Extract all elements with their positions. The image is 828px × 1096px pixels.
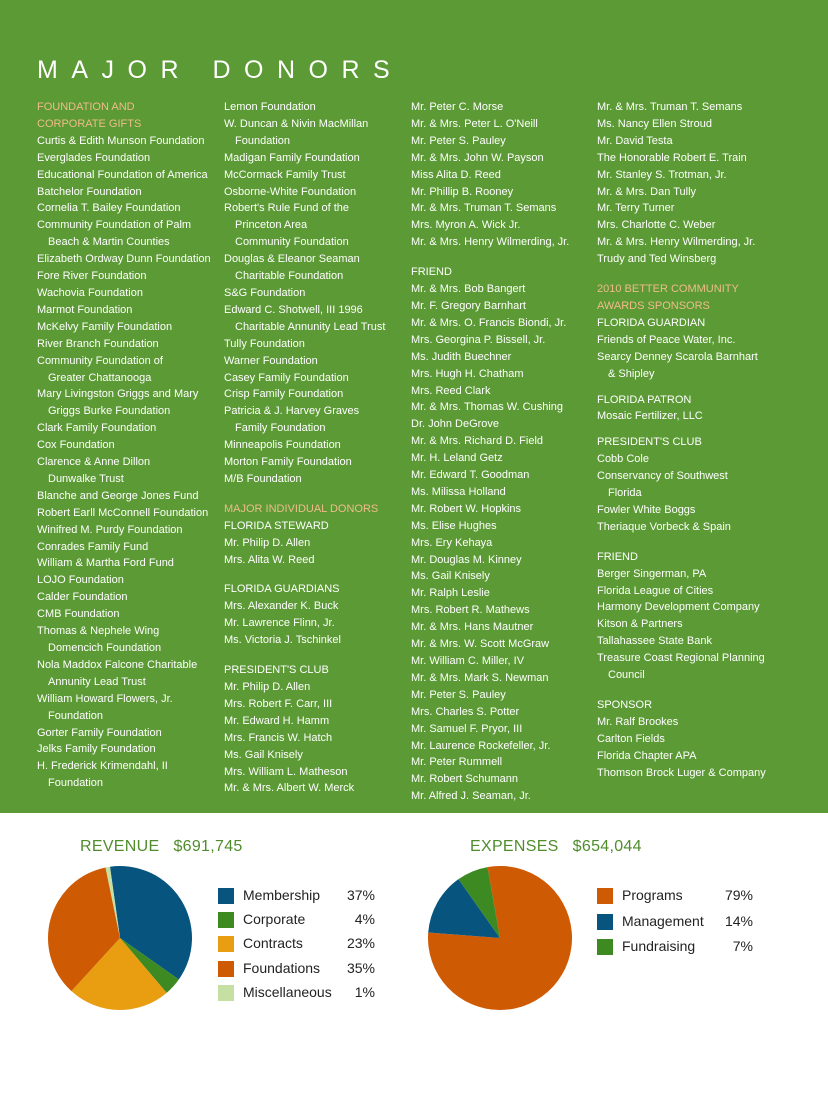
donor-entry: Clark Family Foundation	[37, 422, 157, 435]
donor-entry: Madigan Family Foundation	[224, 151, 360, 164]
donor-entry: Ms. Gail Knisely	[411, 570, 490, 583]
legend-value: 35%	[346, 959, 375, 976]
donor-entry: Friends of Peace Water, Inc.	[597, 333, 736, 346]
donor-column-4	[597, 99, 797, 782]
donor-entry: Everglades Foundation	[37, 151, 151, 164]
donor-entry: Florida	[608, 487, 642, 500]
donor-entry: Mr. Philip D. Allen	[224, 536, 311, 549]
donor-entry: Mr. David Testa	[597, 134, 673, 147]
donor-entry: Charitable Foundation	[235, 270, 344, 283]
donor-entry: Mr. & Mrs. Albert W. Merck	[224, 782, 355, 795]
donor-entry: Annunity Lead Trust	[48, 675, 146, 688]
spacer	[224, 568, 424, 581]
donor-entry: PRESIDENT'S CLUB	[224, 664, 329, 677]
donor-entry: FLORIDA GUARDIAN	[597, 316, 706, 329]
donor-entry: Mr. & Mrs. Dan Tully	[597, 185, 697, 198]
donor-entry: Mr. Laurence Rockefeller, Jr.	[411, 739, 551, 752]
spacer	[224, 649, 424, 662]
donor-entry: Mr. Ralf Brookes	[597, 715, 679, 728]
donor-column-3	[411, 99, 611, 805]
donor-entry: Dr. John DeGrove	[411, 418, 500, 431]
donor-entry: Princeton Area	[235, 219, 308, 232]
donor-entry: Domencich Foundation	[48, 642, 162, 654]
donor-entry: Mr. & Mrs. Peter L. O'Neill	[411, 117, 538, 130]
donor-entry: Mrs. Alita W. Reed	[224, 553, 315, 566]
legend-value: 14%	[724, 912, 753, 929]
donor-entry: Winifred M. Purdy Foundation	[37, 523, 183, 536]
donor-entry: Ms. Gail Knisely	[224, 748, 303, 761]
donor-entry: Mr. Peter C. Morse	[411, 101, 504, 113]
donor-entry: Educational Foundation of America	[37, 168, 208, 181]
donor-entry: FLORIDA PATRON	[597, 393, 692, 406]
legend-swatch	[218, 888, 234, 904]
donor-entry: Mrs. Reed Clark	[411, 384, 491, 397]
donor-entry: River Branch Foundation	[37, 337, 159, 350]
donor-entry: Mrs. Charles S. Potter	[411, 705, 520, 718]
donor-entry: McKelvy Family Foundation	[37, 320, 173, 333]
expenses-total: $654,044	[572, 838, 642, 855]
donor-entry: & Shipley	[608, 367, 655, 380]
legend-label: Miscellaneous	[243, 983, 332, 1000]
donor-entry: Cornelia T. Bailey Foundation	[37, 202, 181, 215]
donor-entry: Mrs. Robert R. Mathews	[411, 604, 530, 617]
donor-entry: Carlton Fields	[597, 732, 665, 745]
donor-entry: PRESIDENT'S CLUB	[597, 436, 702, 449]
donor-entry: Mr. Robert Schumann	[411, 773, 518, 786]
donor-entry: Mr. F. Gregory Barnhart	[411, 299, 526, 312]
donor-entry: Cobb Cole	[597, 453, 649, 466]
donor-entry: Casey Family Foundation	[224, 371, 349, 384]
donor-entry: FLORIDA GUARDIANS	[224, 583, 340, 596]
donor-entry: Ms. Milissa Holland	[411, 485, 506, 498]
donor-entry: Foundation	[48, 777, 104, 790]
revenue-pie-chart	[46, 864, 194, 1012]
donor-entry: Mr. Terry Turner	[597, 202, 675, 215]
donor-entry: Charitable Annunity Lead Trust	[235, 320, 386, 333]
donor-entry: Mrs. Hugh H. Chatham	[411, 367, 524, 380]
legend-label: Programs	[622, 887, 683, 903]
donor-entry: Mr. Douglas M. Kinney	[411, 553, 522, 566]
donor-entry: William Howard Flowers, Jr.	[37, 692, 173, 705]
donor-entry: Miss Alita D. Reed	[411, 168, 501, 181]
donor-entry: Foundation	[235, 134, 291, 147]
donor-entry: Batchelor Foundation	[37, 185, 142, 198]
donor-entry: Cox Foundation	[37, 439, 115, 452]
donor-entry: FRIEND	[597, 550, 638, 563]
donor-entry: Mr. & Mrs. Hans Mautner	[411, 621, 534, 634]
legend-value: 23%	[346, 935, 375, 952]
donor-entry: Ms. Nancy Ellen Stroud	[597, 117, 712, 130]
legend-label: Corporate	[243, 911, 306, 928]
donor-entry: Morton Family Foundation	[224, 456, 352, 469]
donor-entry: Conservancy of Southwest	[597, 470, 728, 483]
donor-entry: Florida League of Cities	[597, 584, 714, 597]
donor-entry: Jelks Family Foundation	[37, 743, 156, 756]
donor-entry: Wachovia Foundation	[37, 286, 143, 299]
donor-entry: Minneapolis Foundation	[224, 439, 341, 452]
expenses-pie-chart	[426, 864, 574, 1012]
donor-entry: Mary Livingston Griggs and Mary	[37, 388, 199, 401]
donor-entry: Robert's Rule Fund of the	[224, 202, 350, 215]
legend-swatch	[597, 914, 613, 930]
donor-entry: Edward C. Shotwell, III 1996	[224, 303, 363, 316]
donor-entry: FRIEND	[411, 266, 452, 279]
donor-entry: Thomas & Nephele Wing	[37, 625, 160, 638]
donor-entry: Mr. & Mrs. O. Francis Biondi, Jr.	[411, 316, 567, 329]
donor-entry: William & Martha Ford Fund	[37, 557, 174, 570]
donor-entry: S&G Foundation	[224, 286, 306, 299]
donor-entry: Community Foundation of Palm	[37, 219, 192, 232]
donor-entry: LOJO Foundation	[37, 574, 124, 587]
donor-entry: Conrades Family Fund	[37, 540, 149, 553]
donor-column-1	[37, 99, 237, 792]
section-heading: FOUNDATION AND	[37, 101, 135, 113]
donor-entry: Mr. & Mrs. Bob Bangert	[411, 283, 526, 296]
revenue-label: REVENUE	[80, 838, 160, 855]
donor-entry: CMB Foundation	[37, 608, 120, 621]
legend-label: Fundraising	[622, 938, 696, 954]
donor-entry: Mr. & Mrs. Truman T. Semans	[411, 202, 557, 215]
donor-entry: Osborne-White Foundation	[224, 185, 357, 198]
donor-entry: Mrs. Ery Kehaya	[411, 536, 493, 549]
donor-entry: Nola Maddox Falcone Charitable	[37, 658, 198, 671]
spacer	[597, 268, 797, 281]
donor-entry: Mr. & Mrs. Henry Wilmerding, Jr.	[597, 236, 756, 249]
donor-entry: Robert Earll McConnell Foundation	[37, 506, 209, 519]
donor-entry: Harmony Development Company	[597, 601, 760, 614]
legend-value: 4%	[354, 911, 375, 928]
donor-entry: W. Duncan & Nivin MacMillan	[224, 117, 369, 130]
donor-entry: Kitson & Partners	[597, 618, 683, 631]
donor-entry: Mr. & Mrs. Mark S. Newman	[411, 671, 549, 684]
legend-label: Foundations	[243, 959, 321, 976]
legend-value: 1%	[354, 983, 375, 1000]
donor-entry: Foundation	[48, 709, 104, 722]
donor-entry: Mr. Stanley S. Trotman, Jr.	[597, 168, 727, 181]
spacer	[224, 488, 424, 501]
donor-entry: Theriaque Vorbeck & Spain	[597, 520, 731, 533]
donor-entry: Mr. & Mrs. John W. Payson	[411, 151, 544, 164]
donor-entry: H. Frederick Krimendahl, II	[37, 760, 168, 773]
donor-entry: Dunwalke Trust	[48, 472, 124, 485]
spacer	[597, 684, 797, 697]
donor-entry: Mr. Peter Rummell	[411, 756, 503, 769]
donor-entry: Mr. & Mrs. Thomas W. Cushing	[411, 401, 564, 414]
donor-entry: Berger Singerman, PA	[597, 567, 707, 580]
legend-label: Management	[622, 912, 704, 929]
donor-entry: Ms. Elise Hughes	[411, 519, 497, 532]
expenses-label: EXPENSES	[470, 838, 559, 855]
donor-entry: Mrs. William L. Matheson	[224, 765, 348, 778]
donor-entry: Mr. William C. Miller, IV	[411, 655, 525, 667]
spacer	[411, 251, 611, 264]
donor-entry: Patricia & J. Harvey Graves	[224, 405, 360, 418]
donor-entry: Trudy and Ted Winsberg	[597, 253, 717, 266]
donor-entry: Blanche and George Jones Fund	[37, 489, 199, 502]
donor-entry: Mrs. Robert F. Carr, III	[224, 697, 333, 710]
legend-swatch	[218, 936, 234, 952]
donor-entry: Marmot Foundation	[37, 303, 133, 316]
legend-value: 37%	[346, 887, 375, 903]
donor-entry: Mr. H. Leland Getz	[411, 452, 503, 465]
donor-entry: Mr. & Mrs. Richard D. Field	[411, 435, 544, 448]
donor-entry: SPONSOR	[597, 699, 653, 711]
donor-entry: McCormack Family Trust	[224, 168, 346, 181]
donor-entry: Ms. Judith Buechner	[411, 350, 512, 363]
donor-entry: Mr. Phillip B. Rooney	[411, 185, 514, 198]
donor-entry: Community Foundation	[235, 236, 349, 249]
donor-entry: Thomson Brock Luger & Company	[597, 766, 766, 779]
legend-swatch	[218, 961, 234, 977]
donor-entry: Mr. & Mrs. W. Scott McGraw	[411, 638, 550, 651]
legend-value: 79%	[724, 887, 753, 903]
donor-entry: Douglas & Eleanor Seaman	[224, 253, 360, 266]
donor-entry: Crisp Family Foundation	[224, 388, 344, 401]
donor-entry: Mr. Peter S. Pauley	[411, 134, 506, 147]
spacer	[597, 536, 797, 549]
donor-entry: Mr. Samuel F. Pryor, III	[411, 722, 523, 735]
donor-entry: Mrs. Alexander K. Buck	[224, 600, 339, 613]
donor-entry: Mrs. Georgina P. Bissell, Jr.	[411, 333, 546, 346]
donor-entry: Mr. Alfred J. Seaman, Jr.	[411, 790, 531, 803]
donor-entry: Ms. Victoria J. Tschinkel	[224, 634, 341, 647]
legend-swatch	[218, 912, 234, 928]
page-title: MAJOR DONORS	[37, 56, 404, 84]
donor-entry: Greater Chattanooga	[48, 371, 152, 384]
expenses-title	[470, 838, 642, 856]
legend-swatch	[597, 939, 613, 955]
legend-swatch	[597, 888, 613, 904]
donor-entry: Family Foundation	[235, 422, 326, 435]
donor-entry: Mr. Ralph Leslie	[411, 587, 490, 600]
donor-entry: Tully Foundation	[224, 337, 305, 350]
donor-entry: Clarence & Anne Dillon	[37, 456, 151, 469]
donor-entry: Mr. Peter S. Pauley	[411, 688, 506, 701]
donor-entry: Warner Foundation	[224, 354, 318, 367]
donor-entry: Mr. Edward T. Goodman	[411, 469, 530, 482]
donor-entry: Mr. & Mrs. Henry Wilmerding, Jr.	[411, 236, 570, 249]
donor-entry: Curtis & Edith Munson Foundation	[37, 134, 205, 147]
legend-value: 7%	[732, 938, 753, 954]
donor-entry: Mosaic Fertilizer, LLC	[597, 410, 703, 423]
spacer	[597, 383, 797, 392]
donor-entry: Mr. Edward H. Hamm	[224, 714, 330, 727]
donor-entry: Fore River Foundation	[37, 270, 147, 283]
donor-entry: Mr. Robert W. Hopkins	[411, 502, 522, 515]
donor-entry: The Honorable Robert E. Train	[597, 151, 747, 164]
donor-entry: Calder Foundation	[37, 591, 128, 604]
donor-entry: Mrs. Charlotte C. Weber	[597, 219, 716, 232]
donor-entry: Florida Chapter APA	[597, 749, 697, 762]
donor-entry: Mrs. Myron A. Wick Jr.	[411, 219, 521, 232]
donor-entry: Tallahassee State Bank	[597, 635, 712, 648]
donor-entry: Fowler White Boggs	[597, 503, 696, 516]
donor-entry: Elizabeth Ordway Dunn Foundation	[37, 253, 211, 266]
donor-entry: Mr. & Mrs. Truman T. Semans	[597, 101, 743, 113]
donor-entry: Griggs Burke Foundation	[48, 405, 171, 418]
donor-entry: Mr. Lawrence Flinn, Jr.	[224, 617, 335, 630]
legend-swatch	[218, 985, 234, 1001]
spacer	[597, 425, 797, 434]
donor-entry: Lemon Foundation	[224, 101, 316, 113]
section-heading: CORPORATE GIFTS	[37, 117, 142, 130]
donor-entry: Beach & Martin Counties	[48, 236, 170, 249]
donor-entry: Mrs. Francis W. Hatch	[224, 731, 333, 744]
section-heading: 2010 BETTER COMMUNITY	[597, 283, 739, 296]
legend-label: Contracts	[243, 935, 303, 952]
revenue-title	[80, 838, 243, 856]
donor-entry: M/B Foundation	[224, 472, 302, 485]
donor-entry: Searcy Denney Scarola Barnhart	[597, 350, 758, 363]
donor-entry: Mr. Philip D. Allen	[224, 681, 311, 693]
section-heading: MAJOR INDIVIDUAL DONORS	[224, 502, 379, 515]
donor-entry: Gorter Family Foundation	[37, 726, 162, 739]
donor-entry: Community Foundation of	[37, 354, 163, 367]
legend-label: Membership	[243, 887, 321, 903]
donor-entry: Treasure Coast Regional Planning	[597, 652, 765, 665]
donor-entry: Council	[608, 669, 645, 682]
donor-entry: FLORIDA STEWARD	[224, 519, 329, 532]
revenue-total: $691,745	[173, 838, 243, 855]
section-heading: AWARDS SPONSORS	[597, 299, 710, 312]
donor-column-2	[224, 99, 424, 797]
